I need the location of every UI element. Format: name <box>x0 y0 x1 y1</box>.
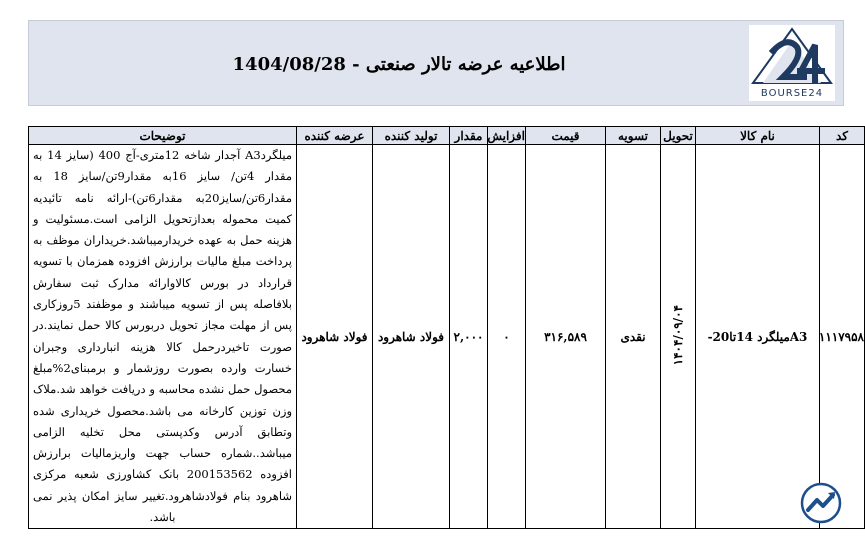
column-header-producer: تولید کننده <box>373 127 450 145</box>
trend-arrow-icon-svg <box>800 482 842 524</box>
column-header-quantity: مقدار <box>450 127 488 145</box>
page-title: اطلاعیه عرضه تالار صنعتی - 1404/08/28 <box>232 53 566 75</box>
column-header-settlement: تسویه <box>606 127 661 145</box>
column-header-supplier: عرضه کننده <box>297 127 373 145</box>
cell-delivery <box>661 145 696 529</box>
header-banner <box>28 20 844 106</box>
column-header-delivery: تحویل <box>661 127 696 145</box>
trend-arrow-icon[interactable] <box>800 482 842 524</box>
cell-code: ۱۱۱۷۹۵۸ <box>820 145 865 529</box>
cell-settlement: نقدی <box>606 145 661 529</box>
cell-product: A3میلگرد 14تا20- <box>696 145 820 529</box>
column-header-price: قیمت <box>526 127 606 145</box>
cell-quantity: ۲,۰۰۰ <box>450 145 488 529</box>
bourse24-logo-icon <box>749 25 835 89</box>
table-row <box>29 145 865 529</box>
table-header-row <box>29 127 865 145</box>
column-header-increase: افزایش <box>487 128 525 143</box>
column-header-description: توضیحات <box>29 127 297 145</box>
cell-description: میلگردA3 آجدار شاخه 12متری-آج 400 (سایز 14 به مقدار 4تن/ سایز 16به مقدار9تن/سایز 18 به مقدار6تن/سایز20به مقدار6تن)-ارائه نامه تائیدیه کمیت محموله بعدازتحویل الزامی است.مسئولیت و هزینه حمل به عهده خریدارمیباشد.خریداران موظف به پرداخت مبلغ مالیات برارزش افزوده همزمان با تسویه قرارداد در بورس کالاوارائه مدارک ثبت سفارش بلافاصله پس از تسویه میباشند و موظفند 5روزکاری پس از مهلت مجاز تحویل دربورس کالا حمل نمایند.در صورت تاخیردرحمل کالا هزینه انبارداری وجبران خسارت وارده بصورت روزشمار و برمبنای2%مبلغ محصول حمل نشده محاسبه و دریافت خواهد شد.ملاک وزن توزین کارخانه می باشد.محصول خریداری شده وتطابق آدرس وکدپستی محل تخلیه الزامی میباشد..شماره حساب جهت واریزمالیات برارزش افزوده 200153562 بانک کشاورزی شعبه مرکزی شاهرود بنام فولادشاهرود.تغییر سایز امکان پذیر نمی باشد. <box>29 145 297 529</box>
offering-table <box>28 126 865 529</box>
column-header-code: کد <box>820 127 865 145</box>
bourse24-logo[interactable] <box>749 25 835 101</box>
logo-text: BOURSE24 <box>760 88 824 99</box>
cell-price: ۳۱۶,۵۸۹ <box>526 145 606 529</box>
column-header-product: نام کالا <box>696 127 820 145</box>
cell-producer: فولاد شاهرود <box>373 145 450 529</box>
cell-increase: ۰ <box>488 145 526 529</box>
delivery-date: ۱۴۰۴/۰۹/۰۴ <box>671 305 685 366</box>
cell-supplier: فولاد شاهرود <box>297 145 373 529</box>
